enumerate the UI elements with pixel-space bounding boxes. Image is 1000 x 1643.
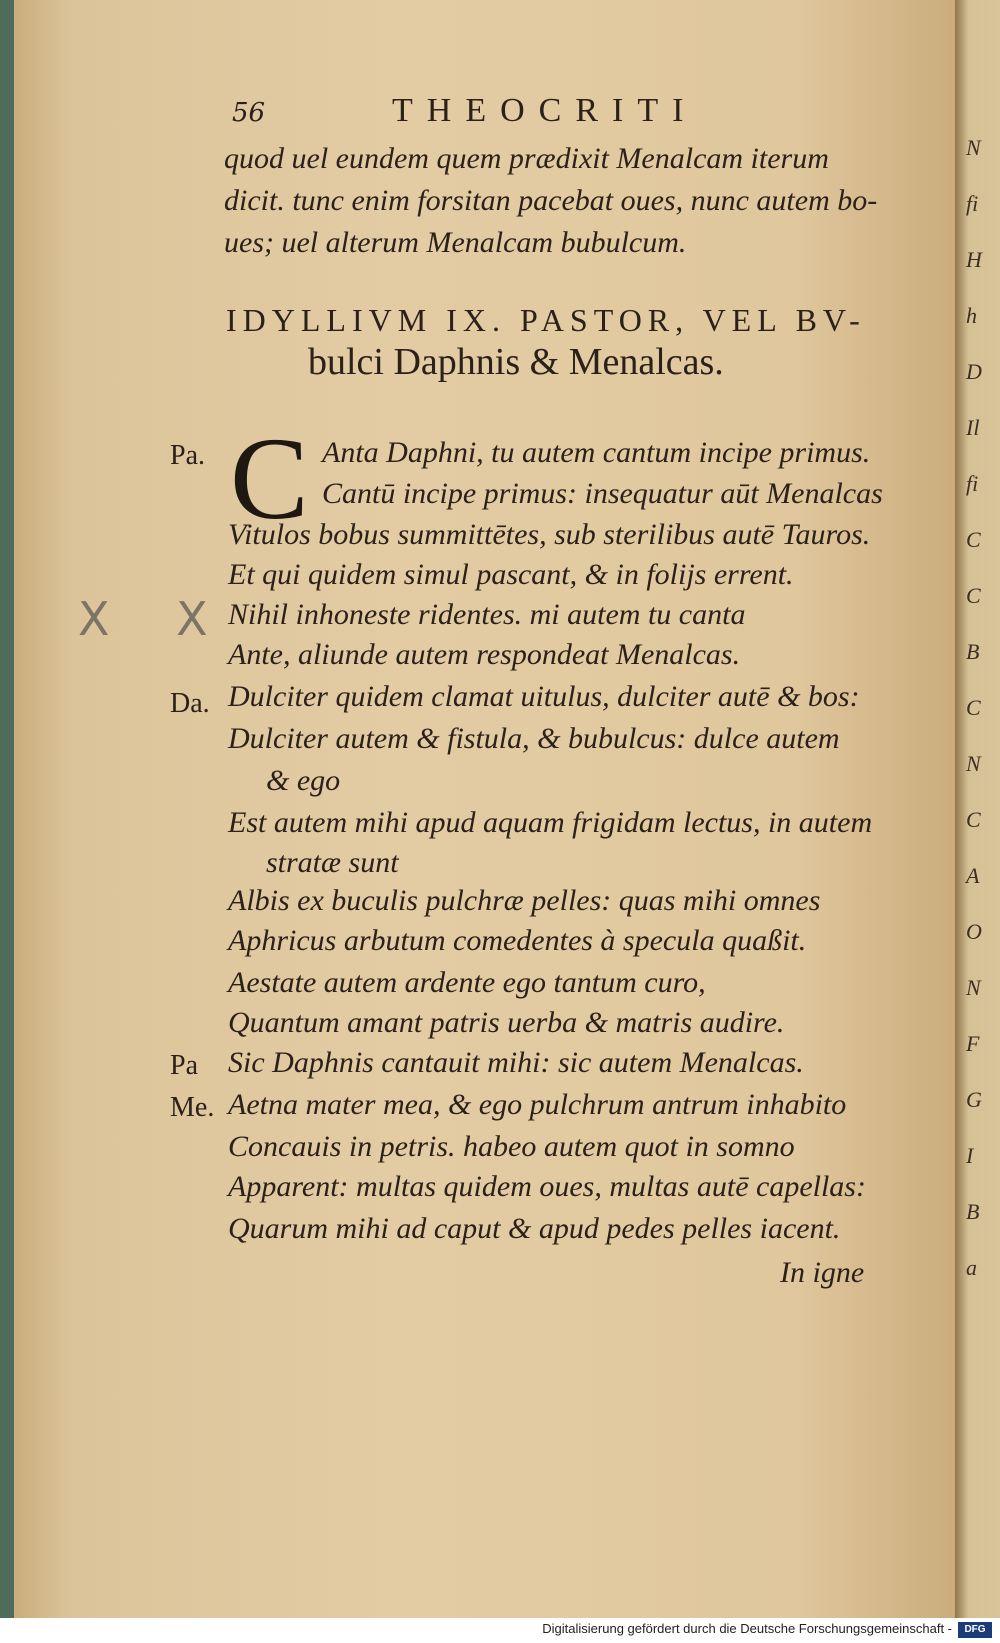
speaker-label: Pa. [170,440,205,471]
verse-line: Est autem mihi apud aquam frigidam lectus, in autem [228,806,873,839]
verse-line: Aestate autem ardente ego tantum curo, [228,966,706,999]
verse-line: Cantū incipe primus: insequatur aūt Menalcas [322,477,883,510]
facing-page-letter: N [966,751,981,776]
verse-line: stratæ sunt [266,846,399,879]
idyll-subtitle: bulci Daphnis & Menalcas. [308,341,724,383]
facing-page-letter: h [966,303,977,328]
verse-line: Albis ex buculis pulchræ pelles: quas mihi omnes [228,884,821,917]
verse-line: Nihil inhoneste ridentes. mi autem tu canta [228,598,746,631]
verse-line: Anta Daphni, tu autem cantum incipe primus. [322,436,871,469]
facing-page-letter: fi [966,191,979,216]
verse-line: Aetna mater mea, & ego pulchrum antrum inhabito [228,1088,847,1121]
footer-strip [0,1618,1000,1643]
facing-page-letter: D [966,359,982,384]
verse-line: Apparent: multas quidem oues, multas autē capellas: [228,1170,866,1203]
facing-page-letter: G [966,1087,982,1112]
intro-line: quod uel eundem quem prædixit Menalcam iterum [224,142,829,175]
facing-page-letter: Il [966,415,980,440]
facing-page-letter: N [966,975,981,1000]
facing-page-letter: C [966,695,981,720]
facing-page-letter: C [966,807,981,832]
verse-line: Dulciter quidem clamat uitulus, dulciter autē & bos: [228,680,860,713]
verse-line: Concauis in petris. habeo autem quot in somno [228,1130,795,1163]
facing-page-letter: B [966,1199,980,1224]
facing-page-letter: a [966,1255,977,1280]
verse-line: Sic Daphnis cantauit mihi: sic autem Menalcas. [228,1046,804,1079]
dfg-logo: DFG [958,1622,992,1638]
idyll-title: IDYLLIVM IX. PASTOR, VEL BV- [226,302,866,338]
verse-line: Aphricus arbutum comedentes à specula quaßit. [228,924,807,957]
facing-page-letter: F [966,1031,980,1056]
margin-annotation: X X [78,592,234,646]
running-title: THEOCRITI [392,92,698,129]
speaker-label: Pa [170,1050,198,1081]
facing-page-letter: fi [966,471,979,496]
drop-capital: C [230,413,309,544]
verse-line: & ego [266,764,341,797]
verse-line: Ante, aliunde autem respondeat Menalcas. [228,638,741,671]
page-header [232,92,752,132]
facing-page-letter: O [966,919,982,944]
folio-number: 56 [232,98,266,128]
intro-line: ues; uel alterum Menalcam bubulcum. [224,226,687,259]
verse-line: Et qui quidem simul pascant, & in folijs errent. [228,558,794,591]
intro-line: dicit. tunc enim forsitan pacebat oues, nunc autem bo- [224,184,878,217]
facing-page-letter: A [966,863,980,888]
verse-line: Dulciter autem & fistula, & bubulcus: dulce autem [228,722,840,755]
speaker-label: Me. [170,1092,215,1123]
digitization-note: Digitalisierung gefördert durch die Deutsche Forschungsgemeinschaft - [542,1621,952,1636]
facing-page-letters [966,120,996,1296]
facing-page-letter: C [966,583,981,608]
verse-line: Quarum mihi ad caput & apud pedes pelles iacent. [228,1212,841,1245]
facing-page-letter: B [966,639,980,664]
facing-page-letter: C [966,527,981,552]
speaker-label: Da. [170,688,210,719]
catchword: In igne [780,1256,865,1289]
verse-line: Quantum amant patris uerba & matris audire. [228,1006,785,1039]
facing-page-letter: H [966,247,982,272]
facing-page-letter: I [966,1143,974,1168]
verse-line: Vitulos bobus summittētes, sub sterilibus autē Tauros. [228,518,871,551]
facing-page-letter: N [966,135,981,160]
